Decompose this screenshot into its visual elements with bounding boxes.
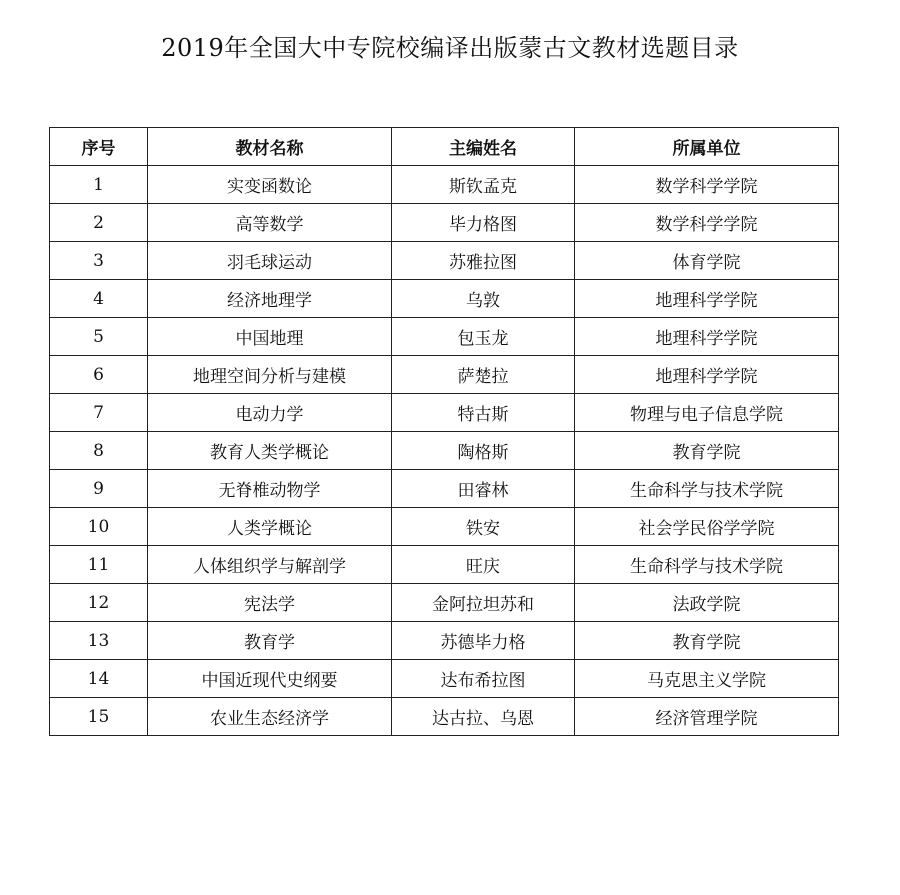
cell-affiliation: 教育学院	[575, 432, 839, 470]
cell-index: 11	[50, 546, 148, 584]
cell-chief-editor: 旺庆	[392, 546, 575, 584]
cell-affiliation: 生命科学与技术学院	[575, 546, 839, 584]
table-row	[50, 546, 839, 584]
table-row	[50, 470, 839, 508]
cell-textbook-name: 电动力学	[148, 394, 392, 432]
table-row	[50, 432, 839, 470]
cell-affiliation: 马克思主义学院	[575, 660, 839, 698]
table-row	[50, 508, 839, 546]
cell-textbook-name: 中国地理	[148, 318, 392, 356]
table-body	[50, 166, 839, 736]
table-row	[50, 242, 839, 280]
cell-chief-editor: 斯钦孟克	[392, 166, 575, 204]
cell-textbook-name: 羽毛球运动	[148, 242, 392, 280]
table-row	[50, 356, 839, 394]
cell-textbook-name: 中国近现代史纲要	[148, 660, 392, 698]
cell-chief-editor: 达古拉、乌恩	[392, 698, 575, 736]
cell-affiliation: 社会学民俗学学院	[575, 508, 839, 546]
cell-chief-editor: 达布希拉图	[392, 660, 575, 698]
table-row	[50, 698, 839, 736]
cell-index: 12	[50, 584, 148, 622]
cell-index: 10	[50, 508, 148, 546]
cell-index: 6	[50, 356, 148, 394]
cell-textbook-name: 教育学	[148, 622, 392, 660]
cell-chief-editor: 田睿林	[392, 470, 575, 508]
cell-chief-editor: 陶格斯	[392, 432, 575, 470]
cell-chief-editor: 萨楚拉	[392, 356, 575, 394]
cell-textbook-name: 地理空间分析与建模	[148, 356, 392, 394]
cell-textbook-name: 高等数学	[148, 204, 392, 242]
header-affiliation: 所属单位	[575, 128, 839, 166]
cell-textbook-name: 教育人类学概论	[148, 432, 392, 470]
cell-index: 7	[50, 394, 148, 432]
cell-textbook-name: 无脊椎动物学	[148, 470, 392, 508]
cell-affiliation: 地理科学学院	[575, 318, 839, 356]
table-row	[50, 318, 839, 356]
catalog-table	[49, 127, 839, 736]
cell-affiliation: 数学科学学院	[575, 166, 839, 204]
cell-affiliation: 经济管理学院	[575, 698, 839, 736]
table-row	[50, 280, 839, 318]
cell-chief-editor: 乌敦	[392, 280, 575, 318]
cell-textbook-name: 人体组织学与解剖学	[148, 546, 392, 584]
cell-chief-editor: 金阿拉坦苏和	[392, 584, 575, 622]
header-index: 序号	[50, 128, 148, 166]
cell-affiliation: 地理科学学院	[575, 356, 839, 394]
table-row	[50, 204, 839, 242]
cell-chief-editor: 苏德毕力格	[392, 622, 575, 660]
cell-index: 13	[50, 622, 148, 660]
cell-affiliation: 生命科学与技术学院	[575, 470, 839, 508]
table-row	[50, 622, 839, 660]
cell-chief-editor: 包玉龙	[392, 318, 575, 356]
cell-index: 3	[50, 242, 148, 280]
table-row	[50, 584, 839, 622]
cell-index: 15	[50, 698, 148, 736]
cell-affiliation: 物理与电子信息学院	[575, 394, 839, 432]
cell-index: 1	[50, 166, 148, 204]
cell-chief-editor: 毕力格图	[392, 204, 575, 242]
cell-affiliation: 地理科学学院	[575, 280, 839, 318]
cell-index: 14	[50, 660, 148, 698]
table-row	[50, 166, 839, 204]
cell-affiliation: 教育学院	[575, 622, 839, 660]
cell-chief-editor: 特古斯	[392, 394, 575, 432]
cell-textbook-name: 经济地理学	[148, 280, 392, 318]
cell-affiliation: 数学科学学院	[575, 204, 839, 242]
table-row	[50, 660, 839, 698]
header-chief-editor: 主编姓名	[392, 128, 575, 166]
cell-affiliation: 法政学院	[575, 584, 839, 622]
cell-index: 9	[50, 470, 148, 508]
cell-index: 8	[50, 432, 148, 470]
cell-textbook-name: 人类学概论	[148, 508, 392, 546]
table-row	[50, 394, 839, 432]
cell-chief-editor: 苏雅拉图	[392, 242, 575, 280]
cell-affiliation: 体育学院	[575, 242, 839, 280]
cell-textbook-name: 实变函数论	[148, 166, 392, 204]
table-header-row	[50, 128, 839, 166]
cell-index: 4	[50, 280, 148, 318]
cell-index: 5	[50, 318, 148, 356]
page-title: 2019年全国大中专院校编译出版蒙古文教材选题目录	[161, 34, 739, 62]
cell-textbook-name: 农业生态经济学	[148, 698, 392, 736]
cell-textbook-name: 宪法学	[148, 584, 392, 622]
cell-chief-editor: 铁安	[392, 508, 575, 546]
cell-index: 2	[50, 204, 148, 242]
header-textbook-name: 教材名称	[148, 128, 392, 166]
